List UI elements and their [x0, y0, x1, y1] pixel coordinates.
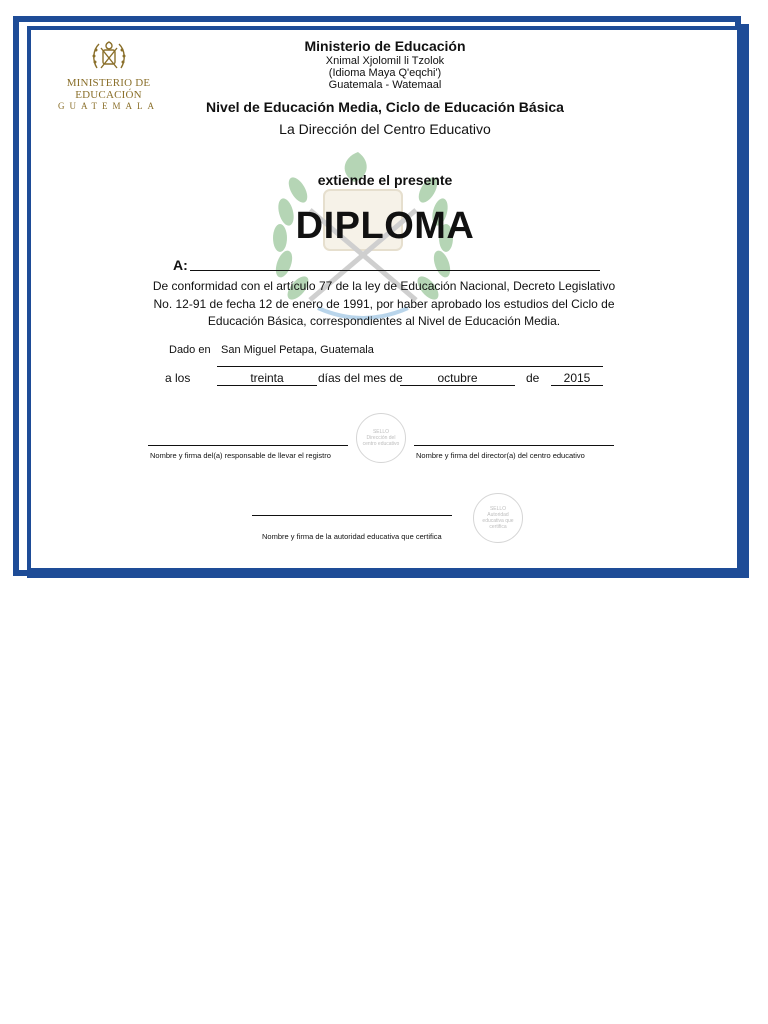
- logo-text-ministry: MINISTERIO DE EDUCACIÓN: [66, 77, 151, 101]
- signature-line-registro: [148, 445, 348, 446]
- issue-place: San Miguel Petapa, Guatemala: [221, 344, 374, 356]
- dias-del-mes-label: días del mes de: [318, 371, 403, 385]
- ministry-title: Ministerio de Educación: [304, 38, 466, 54]
- extiende-text: extiende el presente: [317, 172, 453, 188]
- conformity-line-1: De conformidad con el artículo 77 de la ley de Educación Nacional, Decreto Legislativo: [152, 279, 616, 293]
- border-shadow-right: [741, 24, 749, 578]
- direction-line: La Dirección del Centro Educativo: [279, 121, 491, 137]
- conformity-line-2: No. 12-91 de fecha 12 de enero de 1991, por haber aprobado los estudios del Ciclo de: [153, 296, 615, 311]
- seal-autoridad-title: SELLO: [489, 506, 507, 512]
- border-shadow-bottom: [27, 572, 749, 578]
- issue-month: octubre: [400, 371, 515, 386]
- recipient-line: [190, 270, 600, 271]
- coat-of-arms-icon: [89, 38, 129, 76]
- conformity-line-3: Educación Básica, correspondientes al Nivel de Educación Media.: [207, 314, 561, 328]
- a-los-label: a los: [165, 371, 191, 385]
- conformity-text: [150, 278, 618, 331]
- subtitle-line-3: Guatemala - Watemaal: [328, 79, 442, 91]
- seal-centro-text: Dirección del centro educativo: [362, 435, 400, 447]
- dado-en-label: Dado en: [169, 344, 211, 356]
- signature-line-autoridad: [252, 515, 452, 516]
- de-label: de: [526, 371, 540, 385]
- seal-autoridad-educativa: [473, 493, 523, 543]
- subtitle-line-2: (Idioma Maya Q'eqchi'): [328, 67, 442, 79]
- logo-text-country: GUATEMALA: [58, 101, 159, 111]
- signature-caption-director: Nombre y firma del director(a) del centro educativo: [416, 451, 585, 460]
- issue-place-line: [217, 366, 603, 367]
- seal-centro-educativo: [356, 413, 406, 463]
- recipient-label: A:: [173, 257, 188, 273]
- seal-autoridad-text: Autoridad educativa que certifica: [482, 512, 514, 530]
- signature-line-director: [414, 445, 614, 446]
- diploma-title: DIPLOMA: [295, 205, 475, 247]
- issue-year: 2015: [551, 371, 603, 386]
- issue-day: treinta: [217, 371, 317, 386]
- subtitle-line-1: Xnimal Xjolomil li Tzolok: [325, 55, 445, 67]
- signature-caption-registro: Nombre y firma del(a) responsable de llevar el registro: [150, 451, 331, 460]
- signature-caption-autoridad: Nombre y firma de la autoridad educativa que certifica: [262, 532, 442, 541]
- seal-centro-title: SELLO: [372, 429, 390, 435]
- education-level: Nivel de Educación Media, Ciclo de Educación Básica: [206, 99, 564, 115]
